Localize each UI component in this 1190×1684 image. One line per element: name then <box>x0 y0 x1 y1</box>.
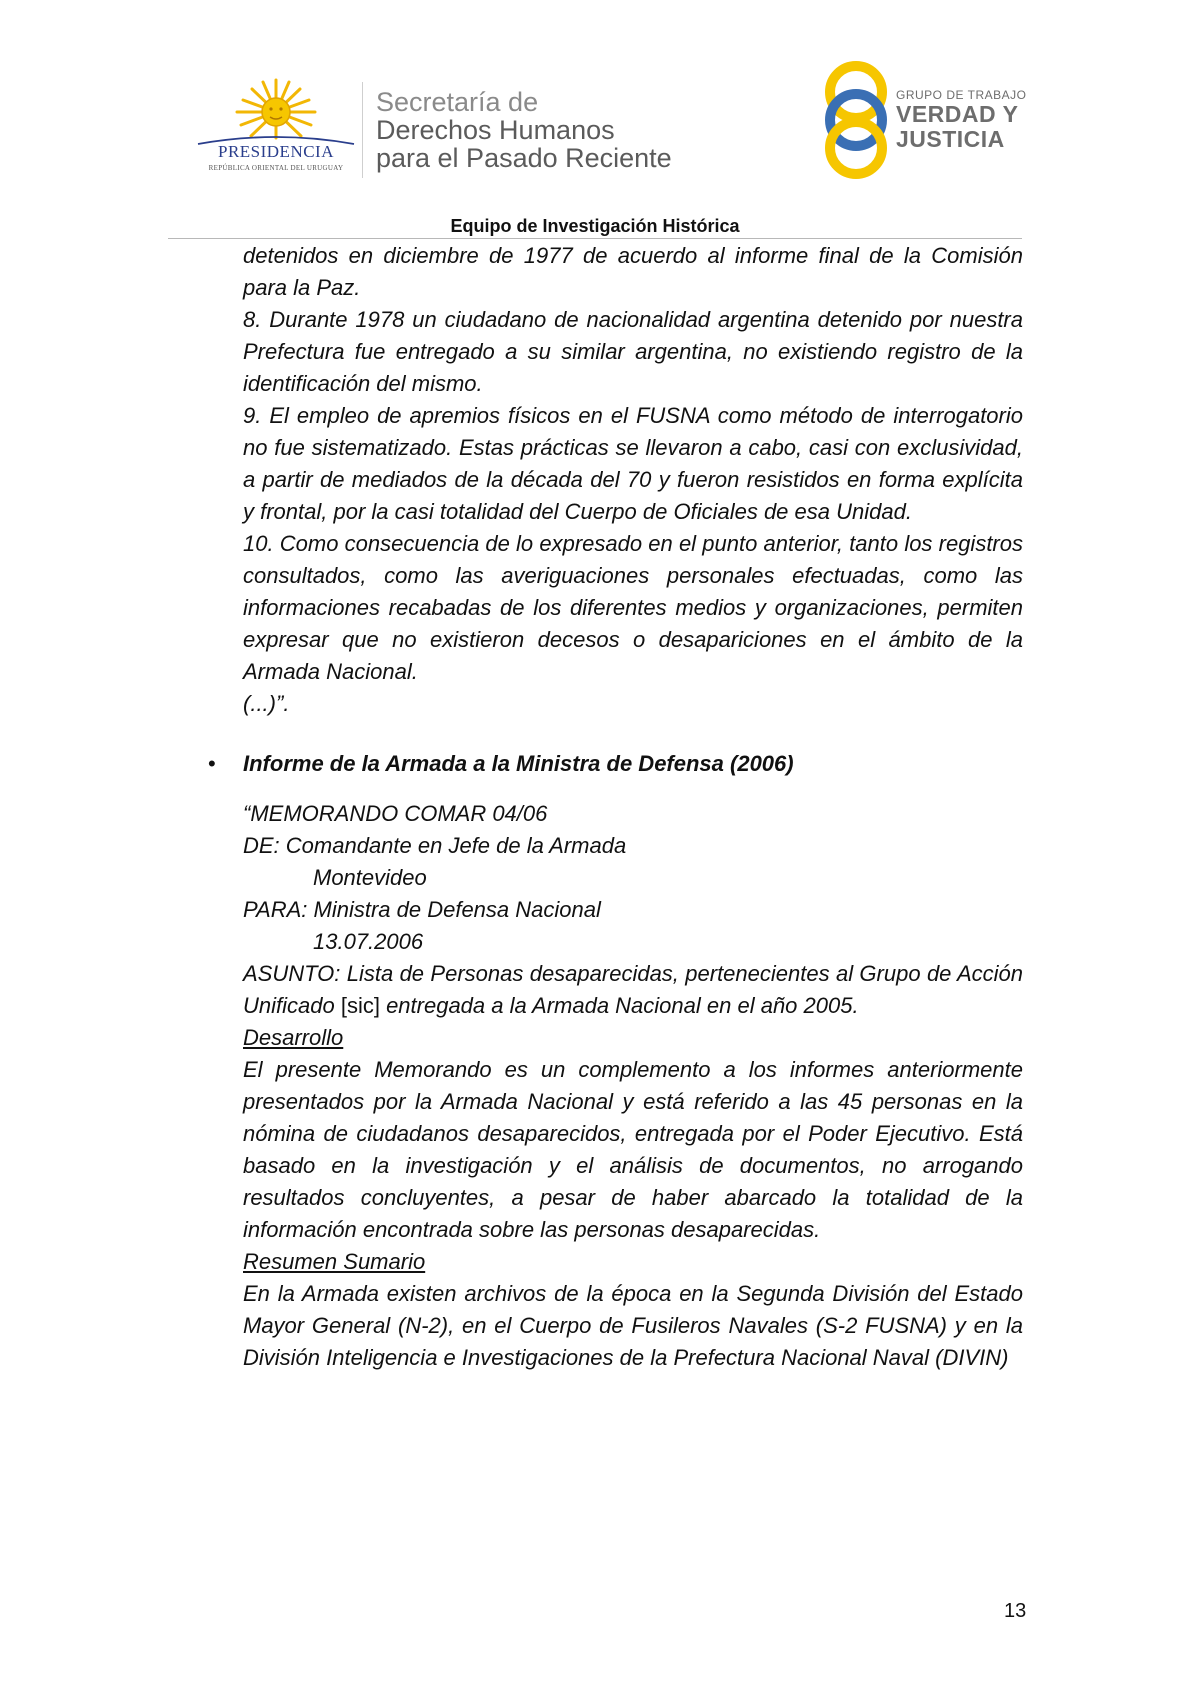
desarrollo-paragraph: El presente Memorando es un complemento a los informes anteriormente presentados por la Armada Nacional y está referido a las 45 personas en la nómina de ciudadanos desaparecidos, entregada por el Poder Ejecutivo. Está basado en la investigación y el análisis de documentos, no arrogando resultados concluyentes, a pesar de haber abarcado la totalidad de la información encontrada sobre las personas desaparecidas. <box>243 1057 1023 1242</box>
running-head: Equipo de Investigación Histórica <box>450 216 740 236</box>
resumen-paragraph: En la Armada existen archivos de la época en la Segunda División del Estado Mayor General (N-2), en el Cuerpo de Fusileros Navales (S-2 FUSNA) y en la División Inteligencia e Investigaciones de la Prefectura Nacional Naval (DIVIN) <box>243 1281 1023 1370</box>
memo-from: DE: Comandante en Jefe de la Armada <box>243 833 627 858</box>
section-heading: Informe de la Armada a la Ministra de Defensa (2006) <box>243 751 794 776</box>
verdad-justicia-text <box>896 88 1026 152</box>
gtvj-small-label: GRUPO DE TRABAJO <box>896 88 1027 102</box>
verdad-justicia-logo <box>820 56 1040 184</box>
page-number: 13 <box>1004 1600 1027 1622</box>
presidencia-logo <box>196 78 356 178</box>
secretaria-logo-text <box>376 88 672 172</box>
desarrollo-heading: Desarrollo <box>243 1025 344 1050</box>
presidencia-wordmark: PRESIDENCIA <box>217 142 334 161</box>
memo-to: PARA: Ministra de Defensa Nacional <box>243 897 601 922</box>
secretaria-line-3: para el Pasado Reciente <box>376 143 672 173</box>
presidencia-subtitle: REPÚBLICA ORIENTAL DEL URUGUAY <box>208 164 344 172</box>
gtvj-line-1: VERDAD Y <box>896 101 1019 127</box>
sun-emblem-icon <box>231 78 321 140</box>
quote-closing: (...)”. <box>243 691 290 716</box>
paragraph-intro: detenidos en diciembre de 1977 de acuerdo al informe final de la Comisión para la Paz. <box>243 243 1023 300</box>
memo-from-place: Montevideo <box>313 865 427 890</box>
memo-subject-main: ASUNTO: Lista de Personas desaparecidas, pertenecientes al Grupo de Acción Unificado <box>243 961 1023 1018</box>
header-rule <box>168 238 1022 239</box>
resumen-heading: Resumen Sumario <box>243 1249 426 1274</box>
paragraph-8: 8. Durante 1978 un ciudadano de nacionalidad argentina detenido por nuestra Prefectura fue entregado a su similar argentina, no existiendo registro de la identificación del mismo. <box>243 307 1023 396</box>
memo-title: “MEMORANDO COMAR 04/06 <box>243 801 548 826</box>
sic-annotation: [sic] <box>334 993 387 1018</box>
logo-divider <box>362 82 363 178</box>
memo-date: 13.07.2006 <box>313 929 424 954</box>
memo-subject-end: entregada a la Armada Nacional en el año 2005. <box>386 993 859 1018</box>
secretaria-line-2: Derechos Humanos <box>376 115 615 145</box>
bullet-icon: • <box>208 751 216 776</box>
paragraph-10: 10. Como consecuencia de lo expresado en el punto anterior, tanto los registros consultados, como las averiguaciones personales efectuadas, como las informaciones recabadas de los diferentes medios y organizaciones, permiten expresar que no existieron decesos o desapariciones en el ámbito de la Armada Nacional. <box>243 531 1023 684</box>
gtvj-line-2: JUSTICIA <box>896 126 1005 152</box>
page-header <box>0 0 1190 240</box>
paragraph-9: 9. El empleo de apremios físicos en el FUSNA como método de interrogatorio no fue sistematizado. Estas prácticas se llevaron a cabo, casi con exclusividad, a partir de mediados de la década del 70 y fueron resistidos en forma explícita y frontal, por la casi totalidad del Cuerpo de Oficiales de esa Unidad. <box>243 403 1023 524</box>
secretaria-line-1: Secretaría de <box>376 87 539 117</box>
document-body <box>208 240 1023 1374</box>
memo-subject <box>243 958 1023 1022</box>
bullet-item <box>208 748 1023 780</box>
linked-rings-icon <box>820 56 892 184</box>
section-gap <box>243 720 1023 748</box>
